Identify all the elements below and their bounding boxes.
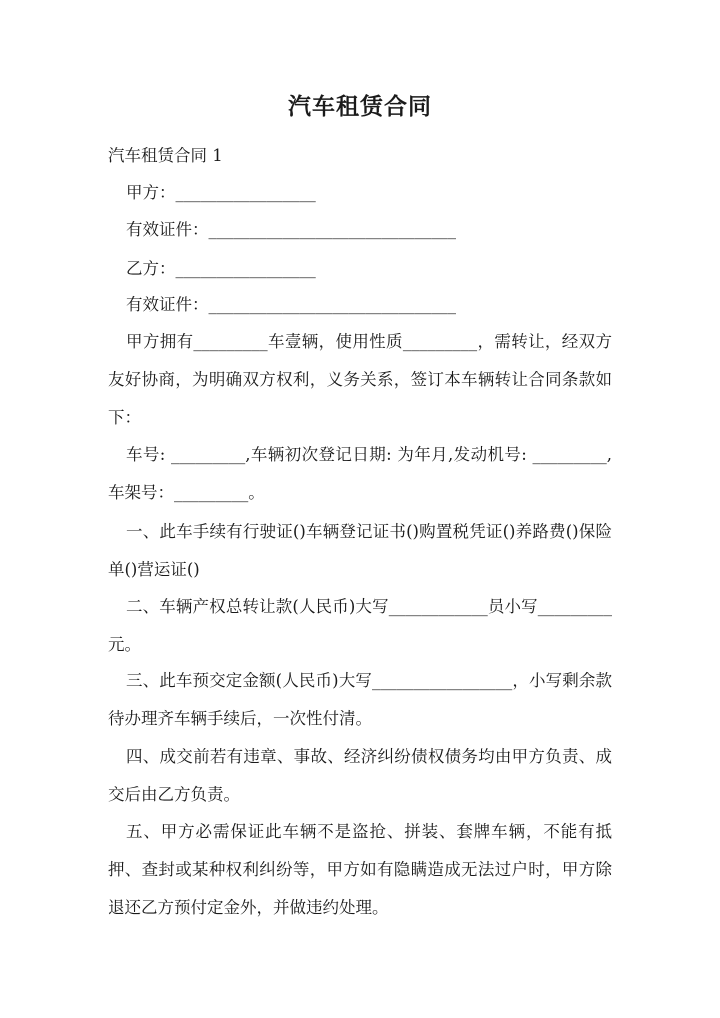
party-b-field: 乙方：_________________ (126, 259, 316, 278)
paragraph-intro: 甲方拥有_________车壹辆，使用性质_________，需转让，经双方友好协商，为明确双方权利，义务关系，签订本车辆转让合同条款如下： (108, 332, 612, 427)
paragraph-clause-4: 四、成交前若有违章、事故、经济纠纷债权债务均由甲方负责、成交后由乙方负责。 (108, 747, 612, 804)
paragraph-clause-5: 五、甲方必需保证此车辆不是盗抢、拼装、套牌车辆，不能有抵押、查封或某种权利纠纷等，甲方如有隐瞒造成无法过户时，甲方除退还乙方预付定金外，并做违约处理。 (108, 822, 612, 917)
paragraph-clause-2: 二、车辆产权总转让款(人民币)大写____________员小写_________元。 (108, 597, 612, 654)
paragraph-vehicle-info: 车号: _________,车辆初次登记日期: 为年月,发动机号: _________,车架号：_________。 (108, 445, 612, 502)
document-title: 汽车租赁合同 (288, 93, 432, 120)
paragraph-clause-1: 一、此车手续有行驶证()车辆登记证书()购置税凭证()养路费()保险单()营运证() (108, 522, 612, 579)
party-b-id-field: 有效证件：______________________________ (126, 295, 456, 314)
party-a-field: 甲方：_________________ (126, 183, 316, 202)
paragraph-clause-3: 三、此车预交定金额(人民币)大写_________________，小写剩余款待办理齐车辆手续后，一次性付清。 (108, 671, 612, 728)
party-a-id-field: 有效证件：______________________________ (126, 220, 456, 239)
document-subtitle: 汽车租赁合同 1 (108, 146, 223, 165)
